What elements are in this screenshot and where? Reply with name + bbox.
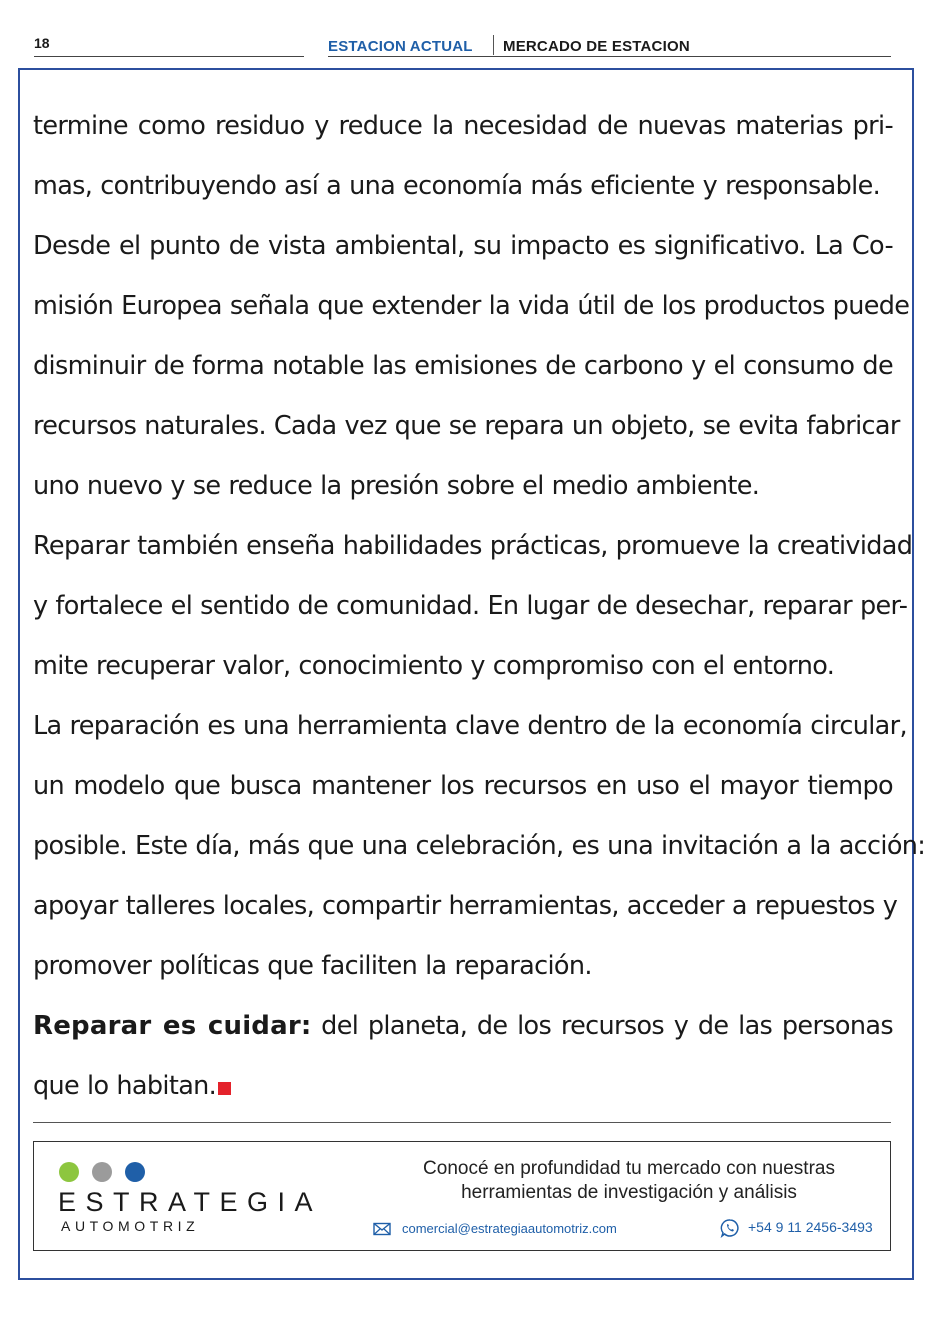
article-line: mas, contribuyendo así a una economía más eficiente y responsable. — [33, 171, 881, 201]
article-line: promover políticas que faciliten la reparación. — [33, 951, 592, 981]
article-line: uno nuevo y se reduce la presión sobre el medio ambiente. — [33, 471, 760, 501]
article-line: Desde el punto de vista ambiental, su impacto es significativo. La Co- — [33, 231, 893, 261]
article-line: posible. Este día, más que una celebración, es una invitación a la acción: — [33, 831, 926, 861]
header-rule-left — [34, 56, 304, 57]
article-line: un modelo que busca mantener los recursos en uso el mayor tiempo — [33, 771, 893, 801]
logo-dot-blue — [125, 1162, 145, 1182]
header-rule-right — [328, 56, 891, 57]
article-line: termine como residuo y reduce la necesidad de nuevas materias pri- — [33, 111, 893, 141]
envelope-icon — [373, 1220, 391, 1238]
closing-text: del planeta, de los recursos y de las personas — [311, 1011, 894, 1041]
closing-last-line — [33, 1056, 893, 1116]
article-body — [33, 96, 926, 1116]
advertisement-banner[interactable] — [33, 1141, 891, 1251]
bottom-rule — [33, 1122, 891, 1123]
article-line: misión Europea señala que extender la vida útil de los productos puede — [33, 291, 910, 321]
header-separator — [493, 35, 494, 55]
brand-logo-text: ESTRATEGIA — [58, 1187, 323, 1217]
article-line: apoyar talleres locales, compartir herramientas, acceder a repuestos y — [33, 891, 898, 921]
contact-phone-link[interactable]: +54 9 11 2456-3493 — [748, 1219, 873, 1235]
subsection-label: MERCADO DE ESTACION — [503, 38, 690, 55]
page-number: 18 — [34, 35, 50, 51]
ad-tagline-line-2: herramientas de investigación y análisis — [461, 1182, 797, 1203]
ad-tagline — [379, 1157, 879, 1205]
contact-email-link[interactable]: comercial@estrategiaautomotriz.com — [402, 1221, 617, 1236]
logo-dot-green — [59, 1162, 79, 1182]
logo-dot-gray — [92, 1162, 112, 1182]
article-line: recursos naturales. Cada vez que se repara un objeto, se evita fabricar — [33, 411, 900, 441]
ad-tagline-line-1: Conocé en profundidad tu mercado con nuestras — [423, 1158, 835, 1179]
article-line: y fortalece el sentido de comunidad. En lugar de desechar, reparar per- — [33, 591, 908, 621]
closing-bold-lead: Reparar es cuidar: — [33, 1011, 312, 1041]
brand-logo-subtext: AUTOMOTRIZ — [61, 1218, 200, 1234]
closing-last-text: que lo habitan. — [33, 1071, 217, 1101]
closing-line — [33, 996, 893, 1056]
article-line: mite recuperar valor, conocimiento y compromiso con el entorno. — [33, 651, 835, 681]
article-line: Reparar también enseña habilidades prácticas, promueve la creatividad — [33, 531, 913, 561]
article-line: La reparación es una herramienta clave dentro de la economía circular, — [33, 711, 907, 741]
section-label: ESTACION ACTUAL — [328, 38, 473, 55]
article-line: disminuir de forma notable las emisiones de carbono y el consumo de — [33, 351, 893, 381]
end-of-article-mark — [218, 1082, 231, 1095]
whatsapp-icon — [720, 1218, 740, 1238]
